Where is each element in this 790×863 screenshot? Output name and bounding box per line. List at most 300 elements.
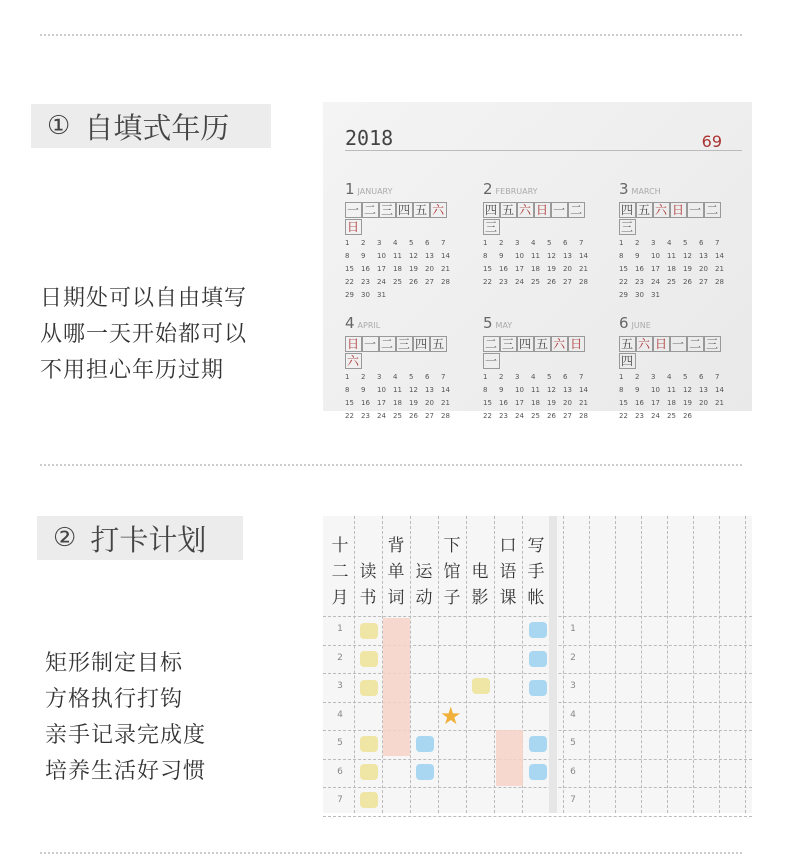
day-number: 5: [409, 239, 414, 247]
row-number: 5: [570, 738, 576, 748]
day-number: 24: [377, 278, 386, 286]
weekday-row: [483, 201, 601, 235]
habit-column-header: 下 馆 子: [443, 536, 461, 608]
day-number: 31: [377, 291, 386, 299]
weekday-label: 日: [655, 337, 669, 351]
section2-number: ②: [53, 523, 77, 553]
day-number: 3: [515, 239, 520, 247]
day-number: 19: [683, 265, 692, 273]
weekday-label: 日: [570, 337, 584, 351]
day-number: 17: [651, 265, 660, 273]
calendar-month: [345, 180, 463, 299]
month-number: 2: [483, 180, 493, 198]
day-number: 9: [499, 386, 504, 394]
day-number: 28: [579, 278, 588, 286]
day-number: 2: [361, 373, 366, 381]
day-number: 8: [619, 252, 624, 260]
day-number: 11: [667, 252, 676, 260]
day-number: 21: [579, 399, 588, 407]
month-name: FEBRUARY: [495, 187, 538, 196]
day-number: 26: [683, 278, 692, 286]
divider-top: [40, 34, 742, 36]
check-mark-blue: [529, 651, 547, 667]
day-number: 19: [683, 399, 692, 407]
month-heading: [619, 314, 737, 332]
weekday-label: 三: [502, 337, 516, 351]
days-grid: [345, 373, 463, 420]
day-number: 14: [441, 386, 450, 394]
day-number: 3: [651, 239, 656, 247]
day-number: 1: [483, 373, 488, 381]
day-number: 11: [531, 252, 540, 260]
row-number: 5: [337, 738, 343, 748]
divider-middle: [40, 464, 742, 466]
day-number: 20: [563, 399, 572, 407]
day-number: 6: [699, 239, 704, 247]
day-number: 2: [635, 239, 640, 247]
day-number: 14: [579, 386, 588, 394]
weekday-label: 六: [432, 203, 446, 217]
day-number: 12: [409, 252, 418, 260]
day-number: 1: [345, 373, 350, 381]
month-name: JANUARY: [357, 187, 393, 196]
month-name: APRIL: [357, 321, 381, 330]
day-number: 30: [635, 291, 644, 299]
weekday-label: 三: [706, 337, 720, 351]
day-number: 17: [377, 265, 386, 273]
day-number: 23: [499, 278, 508, 286]
day-number: 5: [683, 239, 688, 247]
day-number: 18: [393, 399, 402, 407]
day-number: 15: [345, 399, 354, 407]
row-number: 7: [570, 795, 576, 805]
day-number: 1: [619, 373, 624, 381]
desc-line: 矩形制定目标: [45, 651, 184, 676]
row-number: 2: [570, 652, 576, 663]
day-number: 13: [563, 386, 572, 394]
day-number: 4: [667, 373, 672, 381]
habit-column-header: 背 单 词: [387, 536, 405, 608]
day-number: 9: [635, 386, 640, 394]
day-number: 31: [651, 291, 660, 299]
day-number: 10: [377, 386, 386, 394]
calendar-month: [345, 314, 463, 420]
day-number: 27: [563, 412, 572, 420]
day-number: 15: [483, 399, 492, 407]
grid-row-line: [323, 616, 752, 617]
day-number: 23: [361, 412, 370, 420]
grid-column-line: [615, 516, 616, 813]
page-gutter: [549, 516, 557, 813]
day-number: 13: [699, 252, 708, 260]
check-mark-yellow: [360, 623, 378, 639]
days-grid: [619, 239, 737, 299]
day-number: 27: [425, 278, 434, 286]
highlight-block: [496, 730, 523, 786]
weekday-label: 五: [621, 337, 635, 351]
habit-column-header: 读 书: [359, 562, 377, 608]
day-number: 8: [483, 386, 488, 394]
day-number: 21: [715, 265, 724, 273]
check-mark-yellow: [360, 764, 378, 780]
weekday-label: 六: [638, 337, 652, 351]
weekday-label: 五: [502, 203, 516, 217]
day-number: 14: [579, 252, 588, 260]
weekday-row: [619, 201, 737, 235]
day-number: 5: [683, 373, 688, 381]
desc-line: 培养生活好习惯: [45, 759, 207, 784]
row-number: 7: [337, 795, 343, 805]
grid-column-line: [641, 516, 642, 813]
day-number: 23: [499, 412, 508, 420]
day-number: 9: [499, 252, 504, 260]
section1-number: ①: [47, 111, 71, 141]
day-number: 22: [345, 278, 354, 286]
day-number: 25: [667, 278, 676, 286]
day-number: 1: [483, 239, 488, 247]
habit-column-header: 口 语 课: [499, 536, 517, 608]
weekday-label: 日: [347, 220, 361, 234]
weekday-label: 四: [485, 203, 499, 217]
check-mark-blue: [416, 736, 434, 752]
day-number: 27: [563, 278, 572, 286]
day-number: 7: [715, 373, 720, 381]
day-number: 9: [635, 252, 640, 260]
day-number: 8: [619, 386, 624, 394]
day-number: 2: [635, 373, 640, 381]
weekday-label: 三: [485, 220, 499, 234]
grid-column-line: [693, 516, 694, 813]
day-number: 3: [651, 373, 656, 381]
row-number: 2: [337, 652, 343, 663]
day-number: 2: [499, 239, 504, 247]
day-number: 13: [699, 386, 708, 394]
day-number: 21: [441, 399, 450, 407]
day-number: 3: [377, 239, 382, 247]
day-number: 3: [515, 373, 520, 381]
day-number: 5: [547, 239, 552, 247]
month-name: MARCH: [631, 187, 661, 196]
section1-title: [31, 104, 271, 148]
day-number: 12: [683, 386, 692, 394]
habit-column-header: 十 二 月: [331, 536, 349, 608]
habit-planner-photo: [323, 516, 752, 813]
day-number: 4: [393, 373, 398, 381]
grid-column-line: [719, 516, 720, 813]
desc-line: 亲手记录完成度: [45, 723, 207, 748]
day-number: 11: [667, 386, 676, 394]
day-number: 9: [361, 252, 366, 260]
page-number: 69: [701, 132, 722, 151]
row-number: 1: [570, 624, 576, 634]
weekday-label: 四: [415, 337, 429, 351]
check-mark-blue: [529, 622, 547, 638]
row-number: 4: [337, 709, 343, 720]
day-number: 3: [377, 373, 382, 381]
day-number: 10: [651, 252, 660, 260]
day-number: 6: [563, 239, 568, 247]
calendar-photo: [323, 102, 752, 420]
day-number: 26: [547, 412, 556, 420]
day-number: 4: [531, 373, 536, 381]
day-number: 24: [515, 412, 524, 420]
day-number: 23: [635, 412, 644, 420]
month-heading: [619, 180, 737, 198]
days-grid: [619, 373, 737, 420]
weekday-label: 日: [347, 337, 361, 351]
weekday-label: 三: [621, 220, 635, 234]
section1-title-text: 自填式年历: [84, 110, 230, 145]
check-mark-blue: [529, 736, 547, 752]
habit-column-header: 电 影: [471, 562, 489, 608]
month-heading: [345, 314, 463, 332]
day-number: 17: [651, 399, 660, 407]
row-number: 3: [570, 681, 576, 691]
day-number: 9: [361, 386, 366, 394]
day-number: 7: [441, 239, 446, 247]
weekday-label: 日: [536, 203, 550, 217]
row-number: 4: [570, 709, 576, 720]
weekday-label: 五: [415, 203, 429, 217]
day-number: 18: [531, 265, 540, 273]
day-number: 14: [715, 252, 724, 260]
day-number: 6: [563, 373, 568, 381]
day-number: 10: [377, 252, 386, 260]
section2-title-text: 打卡计划: [90, 522, 207, 557]
day-number: 8: [345, 386, 350, 394]
desc-line: 不用担心年历过期: [40, 358, 225, 383]
day-number: 22: [483, 278, 492, 286]
day-number: 25: [393, 412, 402, 420]
day-number: 13: [425, 386, 434, 394]
day-number: 22: [483, 412, 492, 420]
day-number: 1: [345, 239, 350, 247]
weekday-label: 一: [364, 337, 378, 351]
day-number: 18: [667, 399, 676, 407]
day-number: 10: [515, 386, 524, 394]
day-number: 25: [531, 278, 540, 286]
day-number: 2: [499, 373, 504, 381]
day-number: 19: [409, 399, 418, 407]
day-number: 14: [715, 386, 724, 394]
weekday-label: 日: [672, 203, 686, 217]
day-number: 20: [425, 399, 434, 407]
day-number: 5: [409, 373, 414, 381]
row-number: 3: [337, 681, 343, 691]
weekday-label: 四: [519, 337, 533, 351]
day-number: 25: [531, 412, 540, 420]
day-number: 12: [547, 252, 556, 260]
day-number: 20: [563, 265, 572, 273]
day-number: 24: [651, 278, 660, 286]
weekday-label: 六: [347, 354, 361, 368]
day-number: 25: [667, 412, 676, 420]
day-number: 5: [547, 373, 552, 381]
month-number: 5: [483, 314, 493, 332]
check-mark-blue: [416, 764, 434, 780]
day-number: 28: [441, 412, 450, 420]
calendar-year: 2018: [345, 126, 394, 150]
month-heading: [483, 180, 601, 198]
day-number: 8: [483, 252, 488, 260]
weekday-label: 五: [536, 337, 550, 351]
weekday-label: 二: [689, 337, 703, 351]
check-mark-blue: [529, 680, 547, 696]
weekday-label: 五: [638, 203, 652, 217]
day-number: 20: [425, 265, 434, 273]
weekday-label: 六: [519, 203, 533, 217]
weekday-label: 二: [364, 203, 378, 217]
day-number: 26: [683, 412, 692, 420]
day-number: 18: [393, 265, 402, 273]
day-number: 23: [361, 278, 370, 286]
day-number: 19: [547, 399, 556, 407]
day-number: 2: [361, 239, 366, 247]
day-number: 7: [579, 239, 584, 247]
day-number: 19: [547, 265, 556, 273]
grid-column-line: [745, 516, 746, 813]
day-number: 4: [393, 239, 398, 247]
month-number: 4: [345, 314, 355, 332]
calendar-month: [619, 180, 737, 299]
weekday-label: 一: [553, 203, 567, 217]
grid-row-line: [323, 787, 752, 788]
day-number: 15: [483, 265, 492, 273]
day-number: 4: [667, 239, 672, 247]
month-number: 6: [619, 314, 629, 332]
day-number: 26: [409, 412, 418, 420]
weekday-label: 二: [485, 337, 499, 351]
section2-description: [45, 646, 206, 790]
highlight-block: [383, 618, 410, 756]
grid-column-line: [589, 516, 590, 813]
day-number: 7: [715, 239, 720, 247]
weekday-label: 一: [689, 203, 703, 217]
day-number: 16: [361, 265, 370, 273]
day-number: 20: [699, 399, 708, 407]
weekday-label: 六: [553, 337, 567, 351]
days-grid: [345, 239, 463, 299]
day-number: 10: [651, 386, 660, 394]
day-number: 14: [441, 252, 450, 260]
day-number: 25: [393, 278, 402, 286]
weekday-label: 一: [672, 337, 686, 351]
weekday-label: 二: [570, 203, 584, 217]
day-number: 19: [409, 265, 418, 273]
weekday-row: [619, 335, 737, 369]
day-number: 16: [499, 399, 508, 407]
section1-description: [40, 281, 247, 389]
weekday-label: 四: [621, 203, 635, 217]
day-number: 6: [425, 373, 430, 381]
day-number: 10: [515, 252, 524, 260]
weekday-label: 二: [706, 203, 720, 217]
day-number: 15: [619, 265, 628, 273]
weekday-label: 六: [655, 203, 669, 217]
month-name: JUNE: [631, 321, 651, 330]
row-number: 6: [337, 766, 343, 777]
weekday-label: 二: [381, 337, 395, 351]
calendar-month: [619, 314, 737, 420]
day-number: 22: [619, 412, 628, 420]
day-number: 12: [547, 386, 556, 394]
day-number: 22: [345, 412, 354, 420]
desc-line: 日期处可以自由填写: [40, 286, 248, 311]
day-number: 11: [531, 386, 540, 394]
day-number: 13: [563, 252, 572, 260]
day-number: 26: [409, 278, 418, 286]
divider-bottom: [40, 852, 742, 854]
day-number: 4: [531, 239, 536, 247]
weekday-row: [345, 201, 463, 235]
day-number: 20: [699, 265, 708, 273]
grid-column-line: [563, 516, 564, 813]
month-heading: [483, 314, 601, 332]
day-number: 17: [515, 399, 524, 407]
day-number: 7: [441, 373, 446, 381]
header-rule: [345, 150, 742, 151]
desc-line: 从哪一天开始都可以: [40, 322, 248, 347]
days-grid: [483, 373, 601, 420]
day-number: 21: [441, 265, 450, 273]
habit-column-header: 写 手 帐: [527, 536, 545, 608]
row-number: 6: [570, 766, 576, 777]
weekday-label: 一: [347, 203, 361, 217]
day-number: 13: [425, 252, 434, 260]
section2-title: [37, 516, 243, 560]
day-number: 6: [425, 239, 430, 247]
weekday-label: 一: [485, 354, 499, 368]
day-number: 16: [499, 265, 508, 273]
check-mark-yellow: [360, 651, 378, 667]
day-number: 18: [667, 265, 676, 273]
check-mark-yellow: [360, 792, 378, 808]
weekday-label: 三: [398, 337, 412, 351]
day-number: 1: [619, 239, 624, 247]
grid-column-line: [667, 516, 668, 813]
day-number: 28: [579, 412, 588, 420]
month-number: 1: [345, 180, 355, 198]
check-mark-yellow: [472, 678, 490, 694]
day-number: 27: [425, 412, 434, 420]
day-number: 17: [377, 399, 386, 407]
day-number: 29: [619, 291, 628, 299]
check-mark-yellow: [360, 680, 378, 696]
grid-row-line: [323, 759, 752, 760]
weekday-row: [483, 335, 601, 369]
check-mark-blue: [529, 764, 547, 780]
day-number: 28: [441, 278, 450, 286]
day-number: 16: [635, 265, 644, 273]
day-number: 27: [699, 278, 708, 286]
day-number: 6: [699, 373, 704, 381]
day-number: 11: [393, 252, 402, 260]
row-number: 1: [337, 624, 343, 634]
day-number: 17: [515, 265, 524, 273]
grid-row-line: [323, 816, 752, 817]
day-number: 16: [361, 399, 370, 407]
desc-line: 方格执行打钩: [45, 687, 184, 712]
weekday-row: [345, 335, 463, 369]
day-number: 11: [393, 386, 402, 394]
month-name: MAY: [495, 321, 513, 330]
calendar-month: [483, 314, 601, 420]
days-grid: [483, 239, 601, 286]
habit-column-header: 运 动: [415, 562, 433, 608]
day-number: 21: [579, 265, 588, 273]
day-number: 24: [377, 412, 386, 420]
weekday-label: 三: [381, 203, 395, 217]
